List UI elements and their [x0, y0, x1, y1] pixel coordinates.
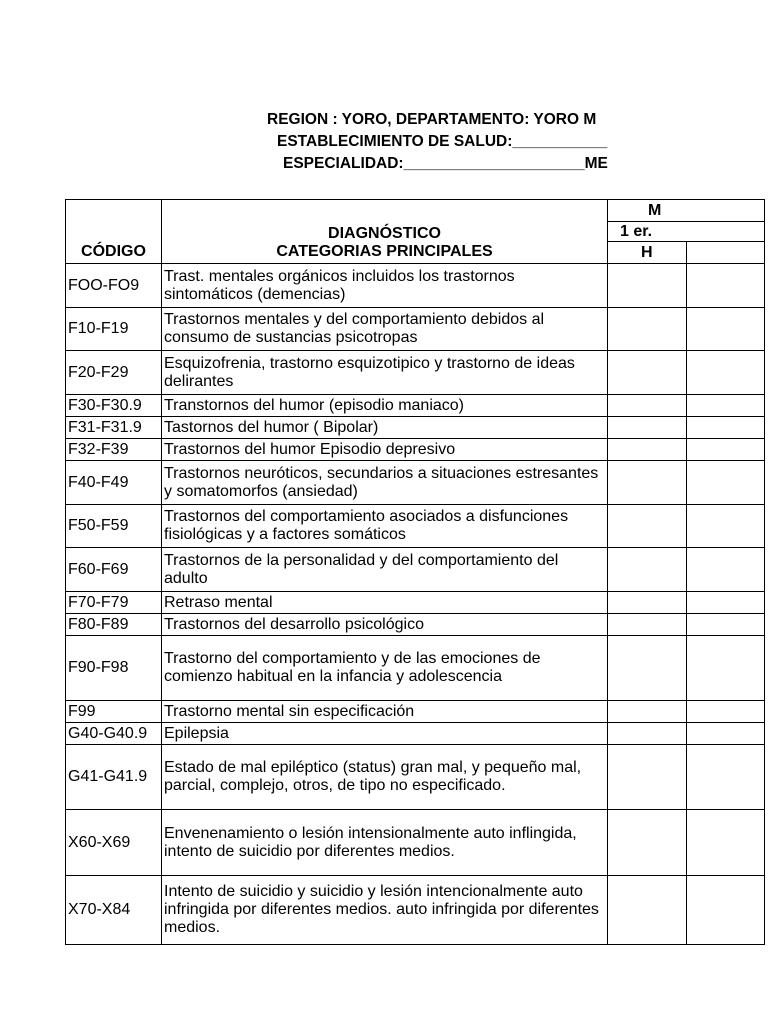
diagnosis-cell: Intento de suicidio y suicidio y lesión intencionalmente auto infringida por diferentes medios. auto infringida por diferentes medios. — [162, 876, 608, 945]
m-count-cell[interactable] — [686, 548, 765, 592]
code-cell: F32-F39 — [66, 439, 162, 461]
h-count-cell[interactable] — [608, 723, 687, 745]
table-row — [66, 592, 765, 614]
table-row — [66, 461, 765, 505]
m-count-cell[interactable] — [686, 264, 765, 308]
code-cell: X70-X84 — [66, 876, 162, 945]
diagnosis-cell: Trast. mentales orgánicos incluidos los trastornos sintomáticos (demencias) — [162, 264, 608, 308]
code-cell: F31-F31.9 — [66, 417, 162, 439]
table-row — [66, 439, 765, 461]
h-count-cell[interactable] — [608, 351, 687, 395]
establecimiento-line: ESTABLECIMIENTO DE SALUD:___________ — [277, 133, 608, 150]
diagnosis-cell: Trastornos mentales y del comportamiento debidos al consumo de sustancias psicotropas — [162, 308, 608, 351]
diagnosis-table — [65, 199, 765, 945]
m-count-cell[interactable] — [686, 417, 765, 439]
diagnostico-header-line1: DIAGNÓSTICO — [328, 225, 441, 242]
region-line: REGION : YORO, DEPARTAMENTO: YORO M — [267, 111, 597, 128]
h-count-cell[interactable] — [608, 745, 687, 810]
table-row — [66, 308, 765, 351]
table-row — [66, 810, 765, 876]
diagnosis-cell: Esquizofrenia, trastorno esquizotipico y trastorno de ideas delirantes — [162, 351, 608, 395]
h-count-cell[interactable] — [608, 614, 687, 636]
m-count-cell[interactable] — [686, 592, 765, 614]
code-cell: F60-F69 — [66, 548, 162, 592]
h-count-cell[interactable] — [608, 505, 687, 548]
m-count-cell[interactable] — [686, 439, 765, 461]
table-row — [66, 395, 765, 417]
table-row — [66, 876, 765, 945]
m-header-empty — [686, 242, 765, 264]
h-count-cell[interactable] — [608, 876, 687, 945]
table-row — [66, 351, 765, 395]
code-cell: FOO-FO9 — [66, 264, 162, 308]
h-count-cell[interactable] — [608, 395, 687, 417]
diagnosis-cell: Retraso mental — [162, 592, 608, 614]
diagnostico-header — [162, 200, 608, 264]
m-count-cell[interactable] — [686, 461, 765, 505]
table-row — [66, 723, 765, 745]
h-count-cell[interactable] — [608, 810, 687, 876]
m-count-cell[interactable] — [686, 505, 765, 548]
diagnosis-cell: Trastorno mental sin especificación — [162, 701, 608, 723]
h-count-cell[interactable] — [608, 548, 687, 592]
h-count-cell[interactable] — [608, 461, 687, 505]
especialidad-line: ESPECIALIDAD:_____________________ME — [283, 155, 608, 172]
h-count-cell[interactable] — [608, 701, 687, 723]
code-cell: F80-F89 — [66, 614, 162, 636]
code-cell: F90-F98 — [66, 636, 162, 701]
table-row — [66, 264, 765, 308]
table-row — [66, 701, 765, 723]
code-cell: X60-X69 — [66, 810, 162, 876]
m-count-cell[interactable] — [686, 351, 765, 395]
diagnosis-cell: Trastornos del comportamiento asociados a disfunciones fisiológicas y a factores somáticos — [162, 505, 608, 548]
diagnosis-cell: Epilepsia — [162, 723, 608, 745]
diagnosis-cell: Envenenamiento o lesión intensionalmente auto inflingida, intento de suicidio por diferentes medios. — [162, 810, 608, 876]
diagnosis-cell: Trastornos de la personalidad y del comportamiento del adulto — [162, 548, 608, 592]
code-cell: G40-G40.9 — [66, 723, 162, 745]
header-row-1 — [66, 200, 765, 222]
table-row — [66, 417, 765, 439]
diagnosis-cell: Trastornos neuróticos, secundarios a situaciones estresantes y somatomorfos (ansiedad) — [162, 461, 608, 505]
code-cell: F50-F59 — [66, 505, 162, 548]
code-cell: F99 — [66, 701, 162, 723]
period-header: 1 er. — [608, 222, 765, 242]
m-count-cell[interactable] — [686, 614, 765, 636]
table-row — [66, 636, 765, 701]
h-count-cell[interactable] — [608, 592, 687, 614]
diagnosis-cell: Trastornos del humor Episodio depresivo — [162, 439, 608, 461]
h-count-cell[interactable] — [608, 636, 687, 701]
diagnosis-cell: Transtornos del humor (episodio maniaco) — [162, 395, 608, 417]
m-count-cell[interactable] — [686, 876, 765, 945]
table-row — [66, 614, 765, 636]
table-row — [66, 548, 765, 592]
diagnostico-header-line2: CATEGORIAS PRINCIPALES — [276, 243, 493, 260]
h-header: H — [608, 242, 687, 264]
m-count-cell[interactable] — [686, 745, 765, 810]
table-row — [66, 505, 765, 548]
h-count-cell[interactable] — [608, 439, 687, 461]
code-cell: F20-F29 — [66, 351, 162, 395]
code-cell: F40-F49 — [66, 461, 162, 505]
m-count-cell[interactable] — [686, 810, 765, 876]
code-cell: G41-G41.9 — [66, 745, 162, 810]
code-cell: F70-F79 — [66, 592, 162, 614]
code-cell: F30-F30.9 — [66, 395, 162, 417]
h-count-cell[interactable] — [608, 417, 687, 439]
h-count-cell[interactable] — [608, 308, 687, 351]
code-cell: F10-F19 — [66, 308, 162, 351]
diagnosis-cell: Trastorno del comportamiento y de las emociones de comienzo habitual en la infancia y adolescencia — [162, 636, 608, 701]
month-group-header: M — [608, 200, 765, 222]
m-count-cell[interactable] — [686, 723, 765, 745]
m-count-cell[interactable] — [686, 636, 765, 701]
table-row — [66, 745, 765, 810]
m-count-cell[interactable] — [686, 308, 765, 351]
diagnosis-cell: Estado de mal epiléptico (status) gran mal, y pequeño mal, parcial, complejo, otros, de tipo no especificado. — [162, 745, 608, 810]
h-count-cell[interactable] — [608, 264, 687, 308]
m-count-cell[interactable] — [686, 701, 765, 723]
diagnosis-cell: Trastornos del desarrollo psicológico — [162, 614, 608, 636]
diagnosis-cell: Tastornos del humor ( Bipolar) — [162, 417, 608, 439]
codigo-header: CÓDIGO — [66, 200, 162, 264]
m-count-cell[interactable] — [686, 395, 765, 417]
